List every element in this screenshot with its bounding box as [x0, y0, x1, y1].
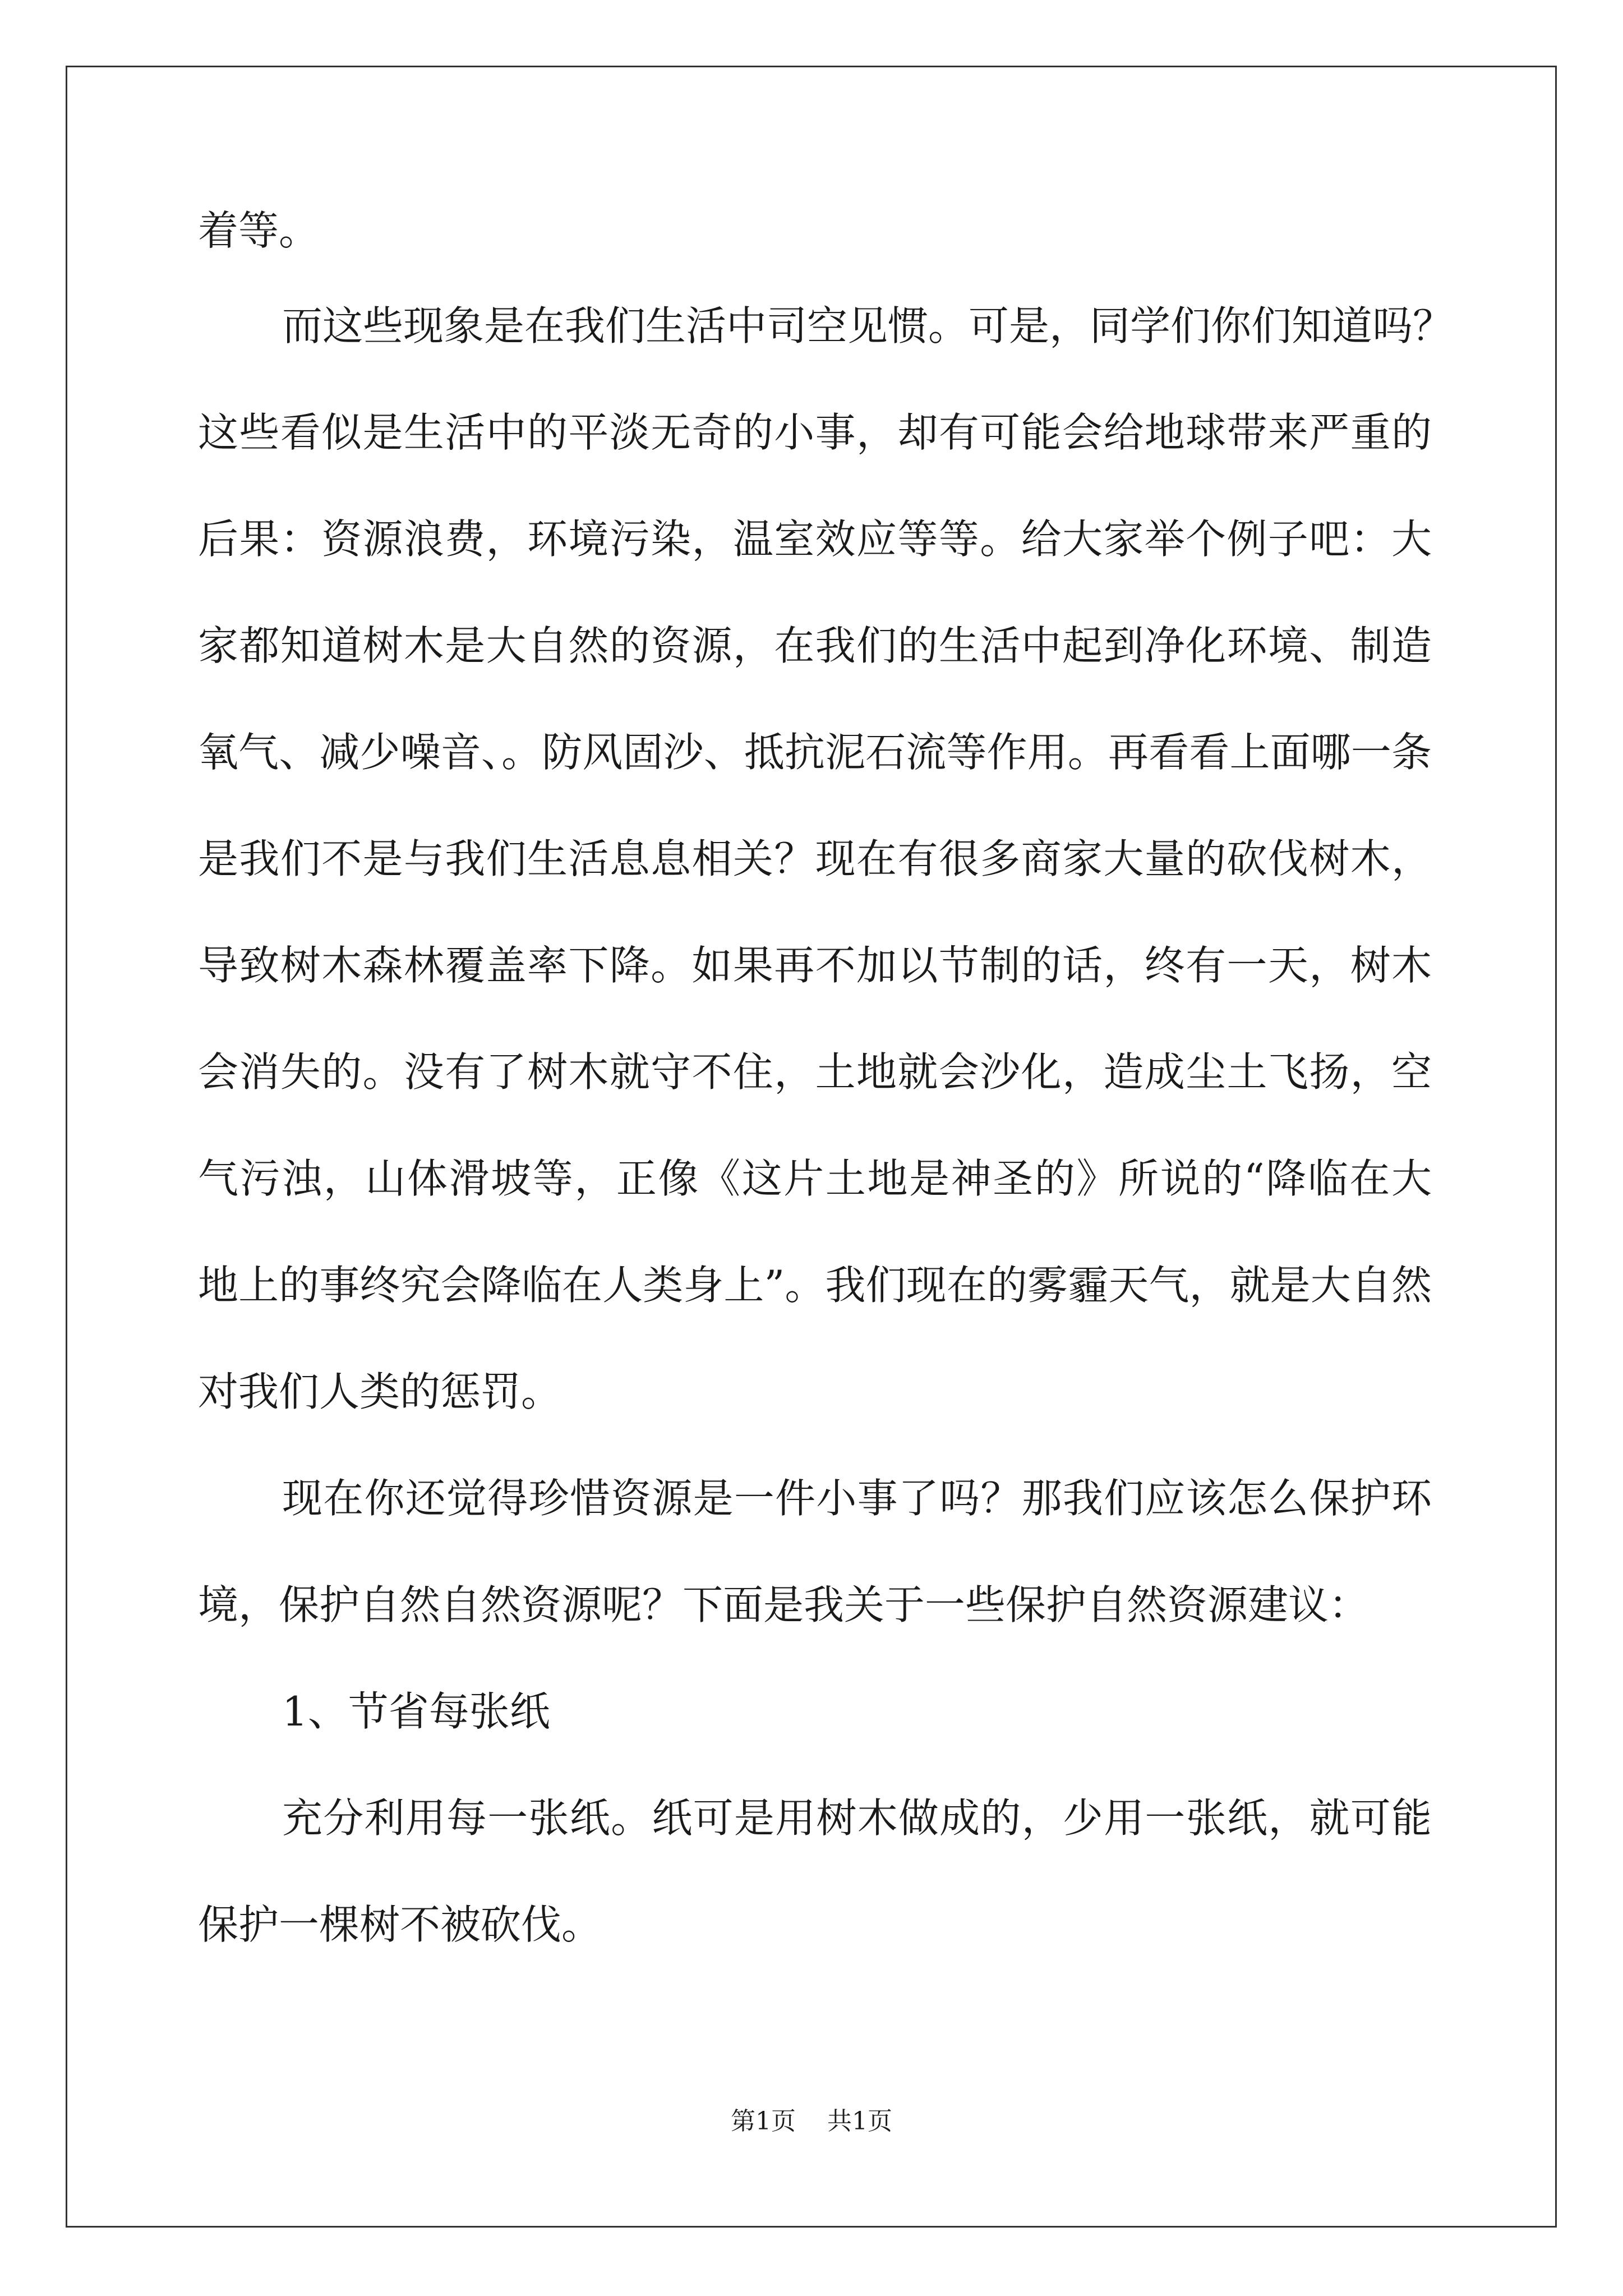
- text-line: 保护一棵树不被砍伐。: [198, 1901, 602, 1948]
- text-line: 着等。: [198, 207, 320, 254]
- text-line: 是我们不是与我们生活息息相关？现在有很多商家大量的砍伐树木，: [198, 835, 1432, 882]
- text-line: 充分利用每一张纸。纸可是用树木做成的，少用一张纸，就可能: [282, 1795, 1432, 1842]
- page-footer: [0, 2101, 1623, 2137]
- text-line: 家都知道树木是大自然的资源，在我们的生活中起到净化环境、制造: [198, 622, 1432, 669]
- text-line: 境，保护自然自然资源呢？下面是我关于一些保护自然资源建议：: [198, 1581, 1370, 1628]
- text-line: 会消失的。没有了树木就守不住，土地就会沙化，造成尘土飞扬，空: [198, 1048, 1432, 1096]
- page-count: 共1页: [827, 2107, 892, 2136]
- text-line: 氧气、减少噪音、。防风固沙、抵抗泥石流等作用。再看看上面哪一条: [198, 729, 1432, 776]
- text-line: 后果：资源浪费，环境污染，温室效应等等。给大家举个例子吧：大: [198, 516, 1432, 563]
- text-line: 气污浊，山体滑坡等，正像《这片土地是神圣的》所说的“降临在大: [198, 1155, 1432, 1202]
- page-number: 第1页: [731, 2107, 796, 2136]
- text-line: 这些看似是生活中的平淡无奇的小事，却有可能会给地球带来严重的: [198, 409, 1432, 456]
- text-line: 现在你还觉得珍惜资源是一件小事了吗？那我们应该怎么保护环: [282, 1475, 1432, 1522]
- text-line: 对我们人类的惩罚。: [198, 1368, 562, 1415]
- text-line: 地上的事终究会降临在人类身上”。我们现在的雾霾天气，就是大自然: [198, 1262, 1432, 1309]
- text-line: 而这些现象是在我们生活中司空见惯。可是，同学们你们知道吗？: [282, 302, 1454, 349]
- text-line: 导致树木森林覆盖率下降。如果再不加以节制的话，终有一天，树木: [198, 942, 1432, 989]
- list-item-heading: 1、节省每张纸: [282, 1688, 550, 1735]
